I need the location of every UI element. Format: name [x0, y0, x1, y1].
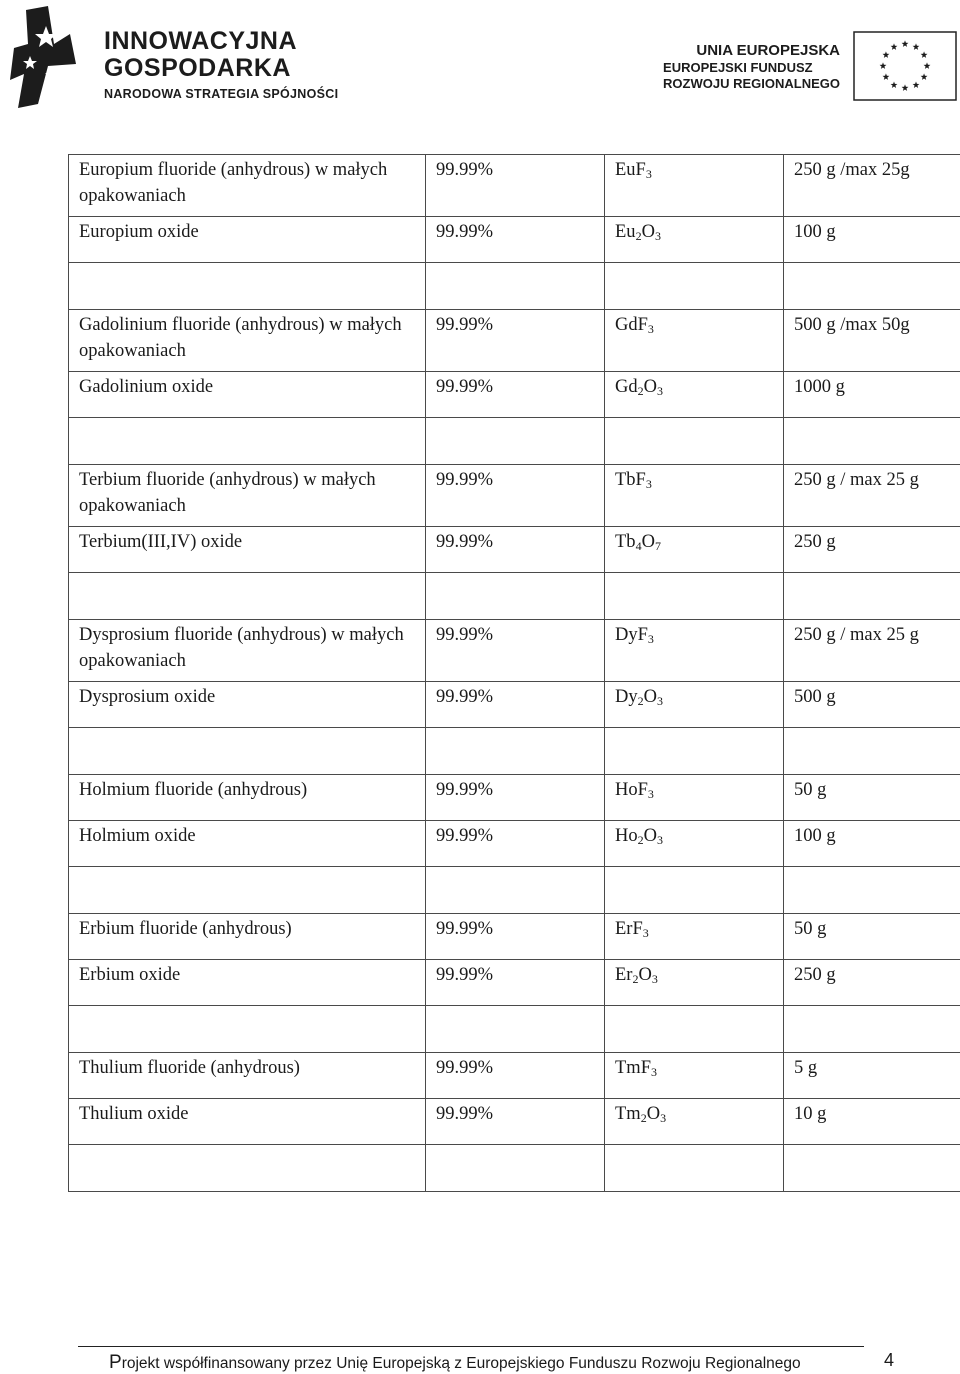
formula-subscript: 2 [632, 972, 639, 986]
empty-cell [426, 1006, 605, 1053]
purity: 99.99% [426, 465, 605, 527]
formula-subscript: 3 [657, 694, 663, 708]
formula-symbol: EuF [615, 160, 646, 180]
formula-subscript: 3 [642, 926, 649, 940]
compound-name: Terbium fluoride (anhydrous) w małych opakowaniach [69, 465, 426, 527]
table-spacer-row [69, 573, 960, 620]
formula-symbol: O [643, 687, 657, 707]
amount: 250 g /max 25g [784, 155, 960, 217]
amount: 100 g [784, 821, 960, 867]
footer-divider [78, 1346, 864, 1347]
footer-text [109, 1352, 801, 1374]
chemical-formula [605, 775, 784, 821]
table-row [69, 821, 960, 867]
amount: 250 g [784, 527, 960, 573]
table-spacer-row [69, 418, 960, 465]
empty-cell [426, 263, 605, 310]
table-spacer-row [69, 867, 960, 914]
table-spacer-row [69, 728, 960, 775]
empty-cell [784, 1145, 960, 1192]
product-table [68, 154, 960, 1192]
purity: 99.99% [426, 620, 605, 682]
eu-text-block [663, 42, 840, 92]
amount: 100 g [784, 217, 960, 263]
brand-block [104, 28, 338, 104]
formula-symbol: O [641, 222, 655, 242]
formula-symbol: TbF [615, 470, 646, 490]
empty-cell [784, 573, 960, 620]
purity: 99.99% [426, 372, 605, 418]
empty-cell [605, 728, 784, 775]
empty-cell [605, 263, 784, 310]
empty-cell [605, 867, 784, 914]
table-row [69, 620, 960, 682]
compound-name: Holmium fluoride (anhydrous) [69, 775, 426, 821]
compound-name: Erbium oxide [69, 960, 426, 1006]
empty-cell [69, 418, 426, 465]
formula-symbol: Tb [615, 532, 636, 552]
purity: 99.99% [426, 527, 605, 573]
purity: 99.99% [426, 775, 605, 821]
empty-cell [426, 867, 605, 914]
eu-fund-line1: EUROPEJSKI FUNDUSZ [663, 60, 813, 75]
empty-cell [605, 1145, 784, 1192]
table-row [69, 682, 960, 728]
formula-subscript: 2 [637, 694, 644, 708]
table-row [69, 527, 960, 573]
formula-subscript: 3 [647, 787, 654, 801]
chemical-formula [605, 620, 784, 682]
table-row [69, 465, 960, 527]
table-row [69, 155, 960, 217]
formula-symbol: Tm [615, 1104, 641, 1124]
empty-cell [69, 1145, 426, 1192]
compound-name: Dysprosium fluoride (anhydrous) w małych opakowaniach [69, 620, 426, 682]
purity: 99.99% [426, 914, 605, 960]
formula-subscript: 3 [654, 229, 661, 243]
page-number: 4 [884, 1350, 895, 1370]
amount: 1000 g [784, 372, 960, 418]
compound-name: Thulium fluoride (anhydrous) [69, 1053, 426, 1099]
formula-subscript: 3 [647, 632, 654, 646]
formula-symbol: GdF [615, 315, 648, 335]
compound-name: Holmium oxide [69, 821, 426, 867]
formula-symbol: Gd [615, 377, 638, 397]
formula-subscript: 3 [657, 384, 663, 398]
empty-cell [69, 263, 426, 310]
formula-subscript: 2 [640, 1111, 647, 1125]
table-row [69, 1099, 960, 1145]
amount: 50 g [784, 914, 960, 960]
compound-name: Thulium oxide [69, 1099, 426, 1145]
formula-symbol: O [643, 377, 657, 397]
formula-subscript: 3 [645, 167, 652, 181]
chemical-formula [605, 821, 784, 867]
empty-cell [605, 1006, 784, 1053]
innowacyjna-gospodarka-logo-icon [8, 4, 78, 108]
amount: 250 g [784, 960, 960, 1006]
amount: 10 g [784, 1099, 960, 1145]
formula-symbol: Eu [615, 222, 636, 242]
empty-cell [784, 1006, 960, 1053]
chemical-formula [605, 465, 784, 527]
table-spacer-row [69, 263, 960, 310]
formula-symbol: O [641, 532, 655, 552]
purity: 99.99% [426, 960, 605, 1006]
empty-cell [69, 1006, 426, 1053]
chemical-formula [605, 682, 784, 728]
compound-name: Europium oxide [69, 217, 426, 263]
compound-name: Gadolinium fluoride (anhydrous) w małych opakowaniach [69, 310, 426, 372]
compound-name: Europium fluoride (anhydrous) w małych opakowaniach [69, 155, 426, 217]
chemical-formula [605, 310, 784, 372]
formula-subscript: 2 [637, 384, 644, 398]
formula-symbol: ErF [615, 919, 643, 939]
purity: 99.99% [426, 682, 605, 728]
chemical-formula [605, 914, 784, 960]
footer-text-rest: rojekt współfinansowany przez Unię Europejską z Europejskiego Funduszu Rozwoju Regionalnego [121, 1355, 801, 1372]
amount: 500 g [784, 682, 960, 728]
purity: 99.99% [426, 155, 605, 217]
amount: 50 g [784, 775, 960, 821]
eu-fund-line2: ROZWOJU REGIONALNEGO [663, 76, 840, 91]
brand-title-line1: INNOWACYJNA [104, 27, 298, 55]
eu-title: UNIA EUROPEJSKA [696, 42, 840, 59]
empty-cell [69, 728, 426, 775]
formula-subscript: 3 [657, 833, 663, 847]
chemical-formula [605, 217, 784, 263]
purity: 99.99% [426, 217, 605, 263]
formula-symbol: O [638, 965, 652, 985]
chemical-formula [605, 1053, 784, 1099]
compound-name: Gadolinium oxide [69, 372, 426, 418]
formula-subscript: 3 [647, 322, 654, 336]
table-row [69, 372, 960, 418]
formula-subscript: 2 [637, 833, 644, 847]
amount: 500 g /max 50g [784, 310, 960, 372]
empty-cell [784, 867, 960, 914]
table-row [69, 960, 960, 1006]
page-header [0, 0, 960, 120]
purity: 99.99% [426, 821, 605, 867]
eu-flag-icon [853, 31, 957, 101]
table-spacer-row [69, 1145, 960, 1192]
formula-symbol: Er [615, 965, 633, 985]
amount: 5 g [784, 1053, 960, 1099]
chemical-formula [605, 1099, 784, 1145]
formula-symbol: O [646, 1104, 661, 1124]
table-spacer-row [69, 1006, 960, 1053]
formula-symbol: TmF [615, 1058, 651, 1078]
table-row [69, 914, 960, 960]
table-row [69, 310, 960, 372]
amount: 250 g / max 25 g [784, 620, 960, 682]
brand-title-line2: GOSPODARKA [104, 54, 291, 82]
purity: 99.99% [426, 1099, 605, 1145]
table-row [69, 217, 960, 263]
empty-cell [605, 418, 784, 465]
purity: 99.99% [426, 1053, 605, 1099]
formula-subscript: 3 [651, 972, 658, 986]
empty-cell [426, 418, 605, 465]
formula-symbol: HoF [615, 780, 648, 800]
formula-subscript: 4 [635, 539, 642, 553]
empty-cell [69, 867, 426, 914]
formula-subscript: 7 [654, 539, 661, 553]
empty-cell [784, 418, 960, 465]
formula-symbol: DyF [615, 625, 648, 645]
chemical-formula [605, 372, 784, 418]
amount: 250 g / max 25 g [784, 465, 960, 527]
table-row [69, 775, 960, 821]
empty-cell [426, 728, 605, 775]
formula-symbol: Dy [615, 687, 638, 707]
chemical-formula [605, 155, 784, 217]
formula-subscript: 3 [660, 1111, 667, 1125]
brand-subtitle: NARODOWA STRATEGIA SPÓJNOŚCI [104, 87, 339, 101]
compound-name: Terbium(III,IV) oxide [69, 527, 426, 573]
compound-name: Dysprosium oxide [69, 682, 426, 728]
empty-cell [69, 573, 426, 620]
footer-first-letter: P [109, 1352, 122, 1373]
purity: 99.99% [426, 310, 605, 372]
empty-cell [784, 263, 960, 310]
table-row [69, 1053, 960, 1099]
compound-name: Erbium fluoride (anhydrous) [69, 914, 426, 960]
formula-subscript: 2 [635, 229, 642, 243]
empty-cell [426, 1145, 605, 1192]
formula-subscript: 3 [645, 477, 652, 491]
formula-symbol: Ho [615, 826, 638, 846]
empty-cell [426, 573, 605, 620]
formula-subscript: 3 [650, 1065, 657, 1079]
chemical-formula [605, 960, 784, 1006]
formula-symbol: O [643, 826, 657, 846]
chemical-formula [605, 527, 784, 573]
empty-cell [605, 573, 784, 620]
empty-cell [784, 728, 960, 775]
